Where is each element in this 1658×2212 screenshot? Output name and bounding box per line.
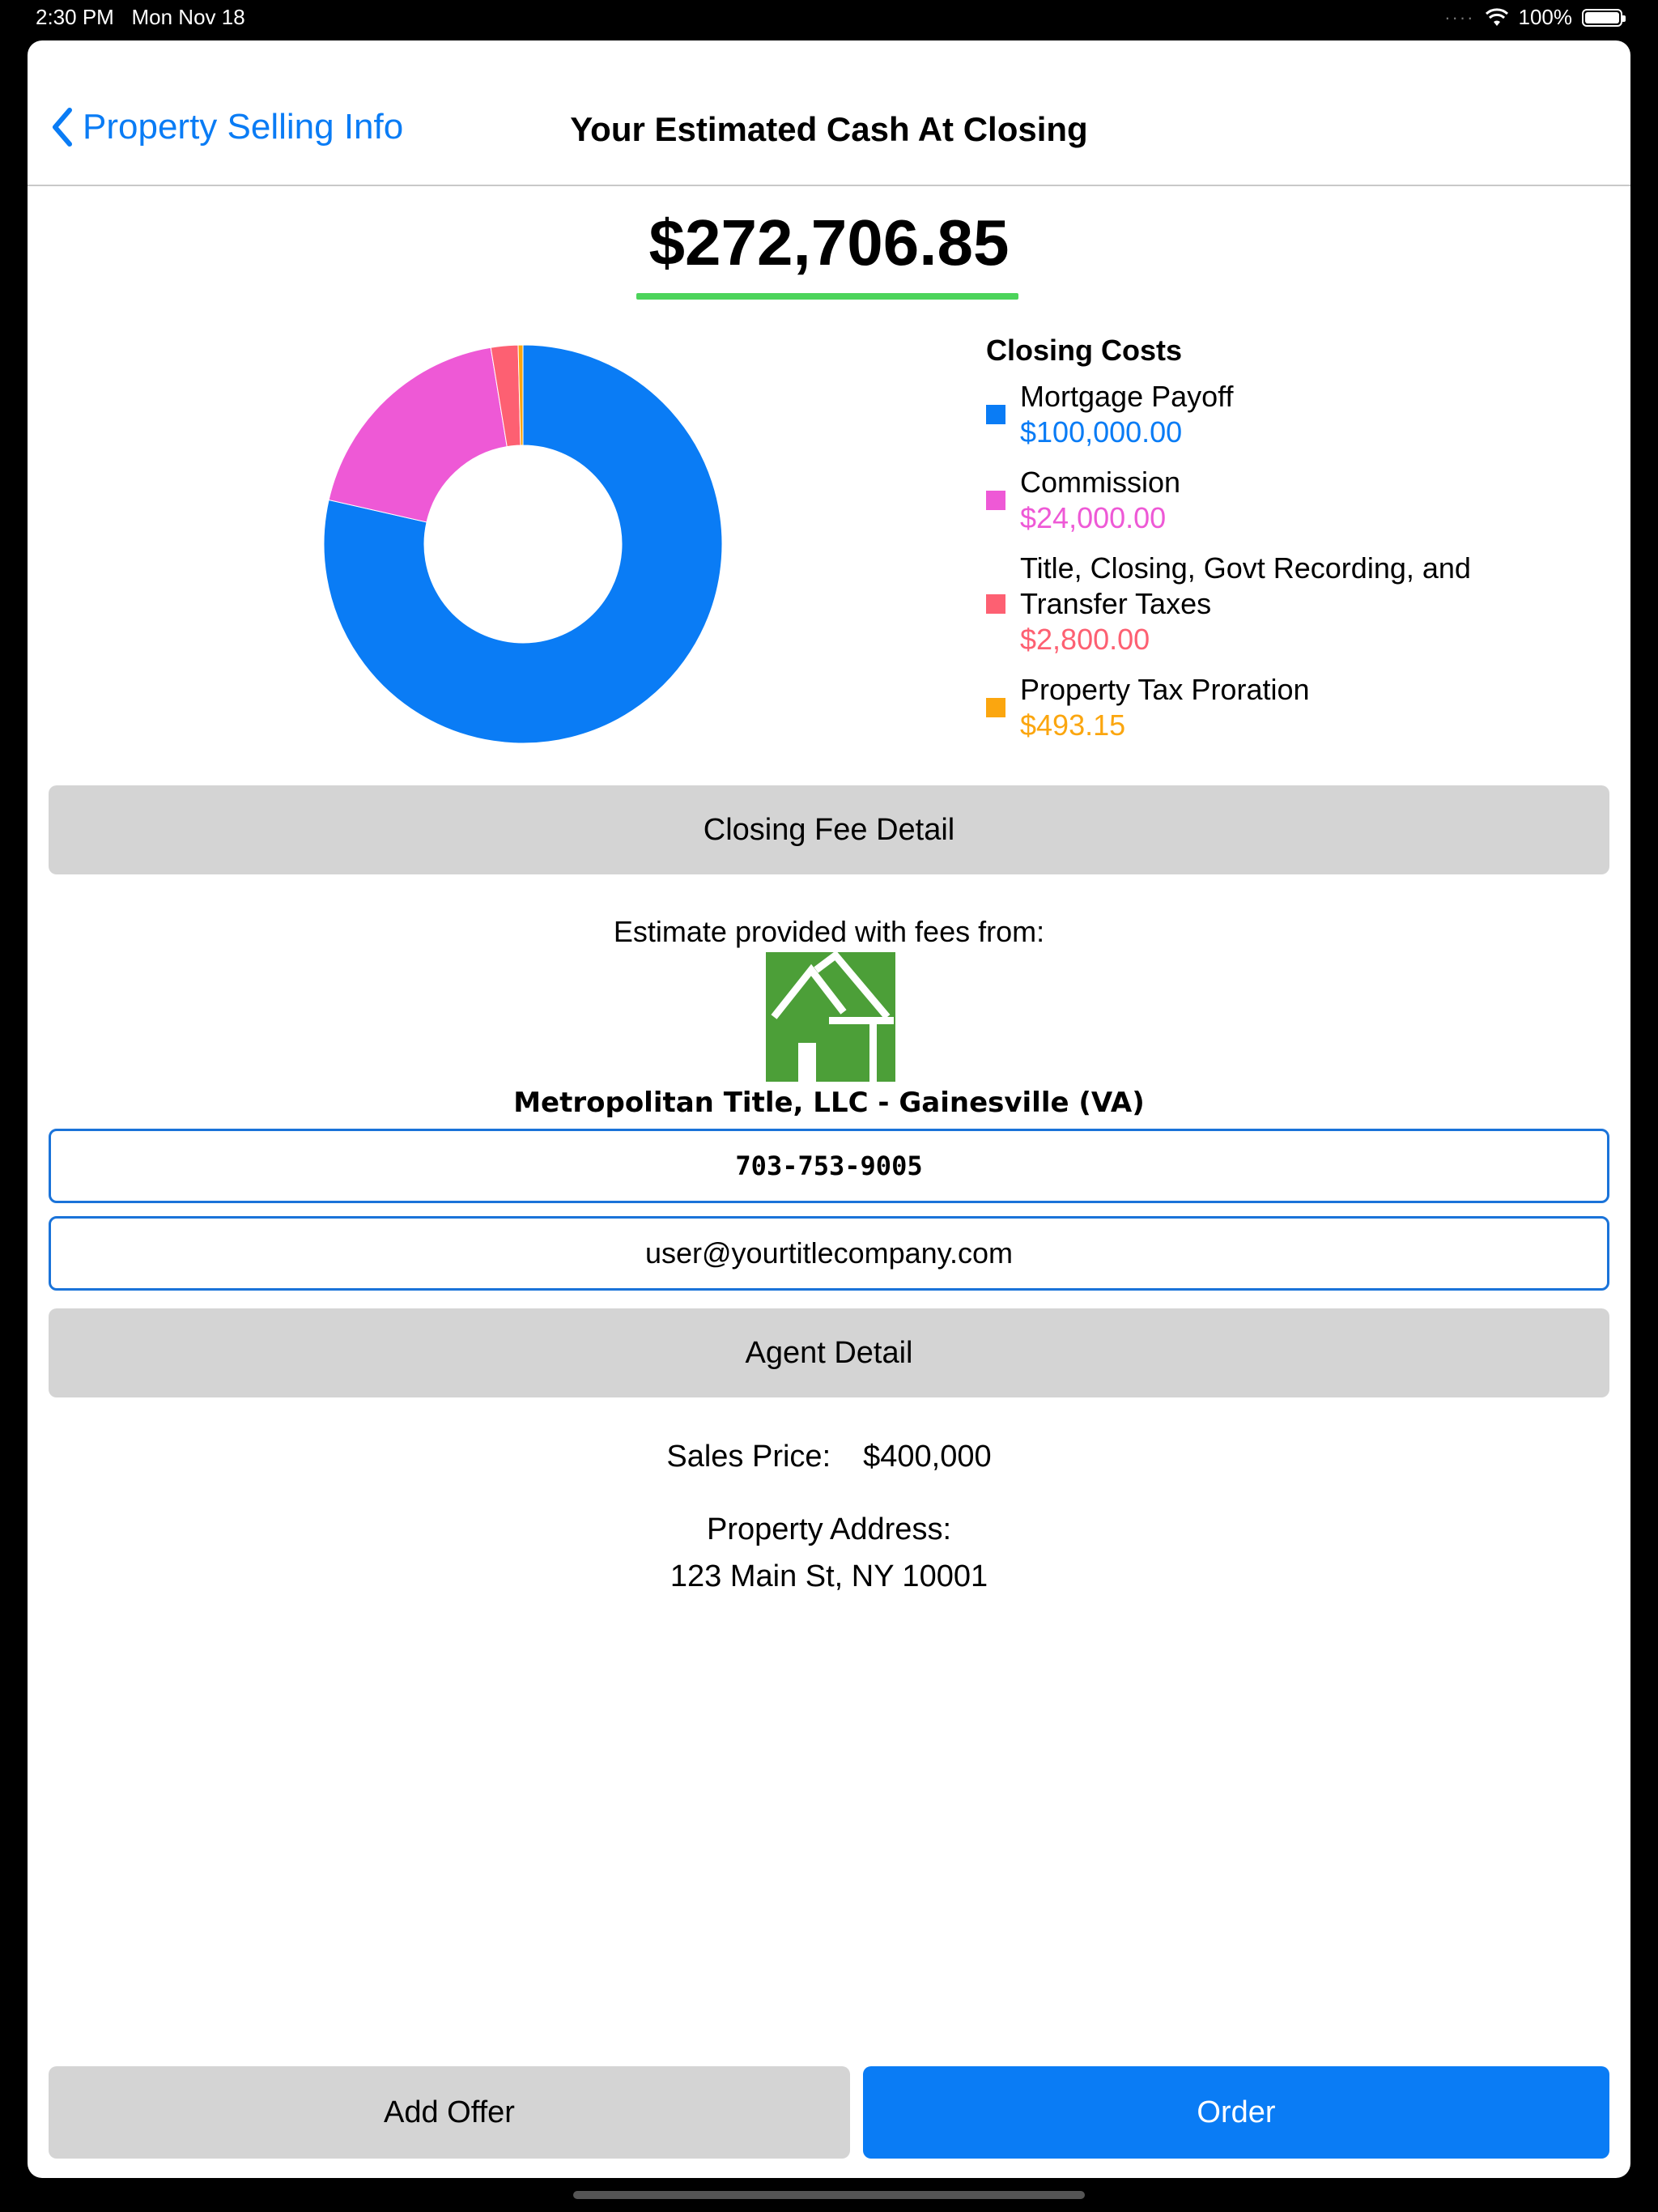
estimate-provider-label: Estimate provided with fees from:: [613, 915, 1045, 948]
status-icons: [1444, 5, 1622, 30]
status-bar: [0, 0, 1658, 36]
phone-field[interactable]: 703-753-9005: [49, 1129, 1609, 1203]
legend-label: Commission: [1020, 466, 1181, 499]
sales-price-label: Sales Price:: [666, 1440, 831, 1474]
legend-label: Property Tax Proration: [1020, 673, 1310, 706]
home-indicator: [573, 2191, 1085, 2199]
status-time-text: 2:30 PM: [36, 5, 114, 29]
legend-item: [986, 551, 1520, 657]
closing-costs-donut-chart: [321, 342, 725, 747]
email-field[interactable]: user@yourtitlecompany.com: [49, 1216, 1609, 1291]
back-button-label: Property Selling Info: [83, 107, 404, 147]
battery-percent: 100%: [1518, 5, 1572, 29]
legend-value: $493.15: [1020, 708, 1126, 742]
property-address-label: Property Address:: [706, 1512, 952, 1546]
house-logo-icon: [766, 952, 895, 1082]
closing-fee-detail-button[interactable]: Closing Fee Detail: [49, 785, 1609, 874]
modal-sheet: [28, 40, 1630, 2178]
legend-swatch: [986, 491, 1005, 510]
amount-underline: [636, 293, 1018, 300]
add-offer-button[interactable]: Add Offer: [49, 2066, 850, 2159]
legend-swatch: [986, 405, 1005, 424]
page-title: Your Estimated Cash At Closing: [570, 110, 1088, 148]
property-address-value: 123 Main St, NY 10001: [670, 1559, 988, 1593]
estimated-cash-amount: $272,706.85: [648, 206, 1010, 279]
battery-icon: [1582, 9, 1622, 27]
legend-item: [986, 465, 1520, 536]
battery-fill: [1585, 12, 1619, 23]
company-name: Metropolitan Title, LLC - Gainesville (VA): [513, 1087, 1145, 1119]
sales-price-row: [28, 1440, 1630, 1474]
company-logo: [766, 952, 895, 1082]
sales-price-value: $400,000: [863, 1440, 992, 1474]
cellular-signal-icon: ····: [1444, 6, 1475, 28]
status-time: [36, 5, 245, 30]
order-button[interactable]: Order: [863, 2066, 1609, 2159]
legend-value: $100,000.00: [1020, 415, 1183, 449]
wifi-icon: [1485, 8, 1509, 28]
legend-title: Closing Costs: [986, 334, 1183, 367]
agent-detail-button[interactable]: Agent Detail: [49, 1308, 1609, 1397]
legend-item: [986, 672, 1520, 743]
legend-items: [986, 379, 1520, 743]
legend-label: Mortgage Payoff: [1020, 380, 1234, 413]
legend-value: $2,800.00: [1020, 623, 1150, 656]
navigation-bar: [28, 40, 1630, 186]
donut-chart-svg: [321, 342, 725, 747]
legend-item: [986, 379, 1520, 450]
legend-label: Title, Closing, Govt Recording, and Transfer Taxes: [1020, 551, 1471, 620]
legend-swatch: [986, 594, 1005, 614]
chart-legend: [986, 334, 1520, 758]
donut-slice-2: [329, 347, 507, 522]
legend-swatch: [986, 698, 1005, 717]
status-date-text: Mon Nov 18: [131, 5, 245, 29]
legend-value: $24,000.00: [1020, 501, 1167, 534]
